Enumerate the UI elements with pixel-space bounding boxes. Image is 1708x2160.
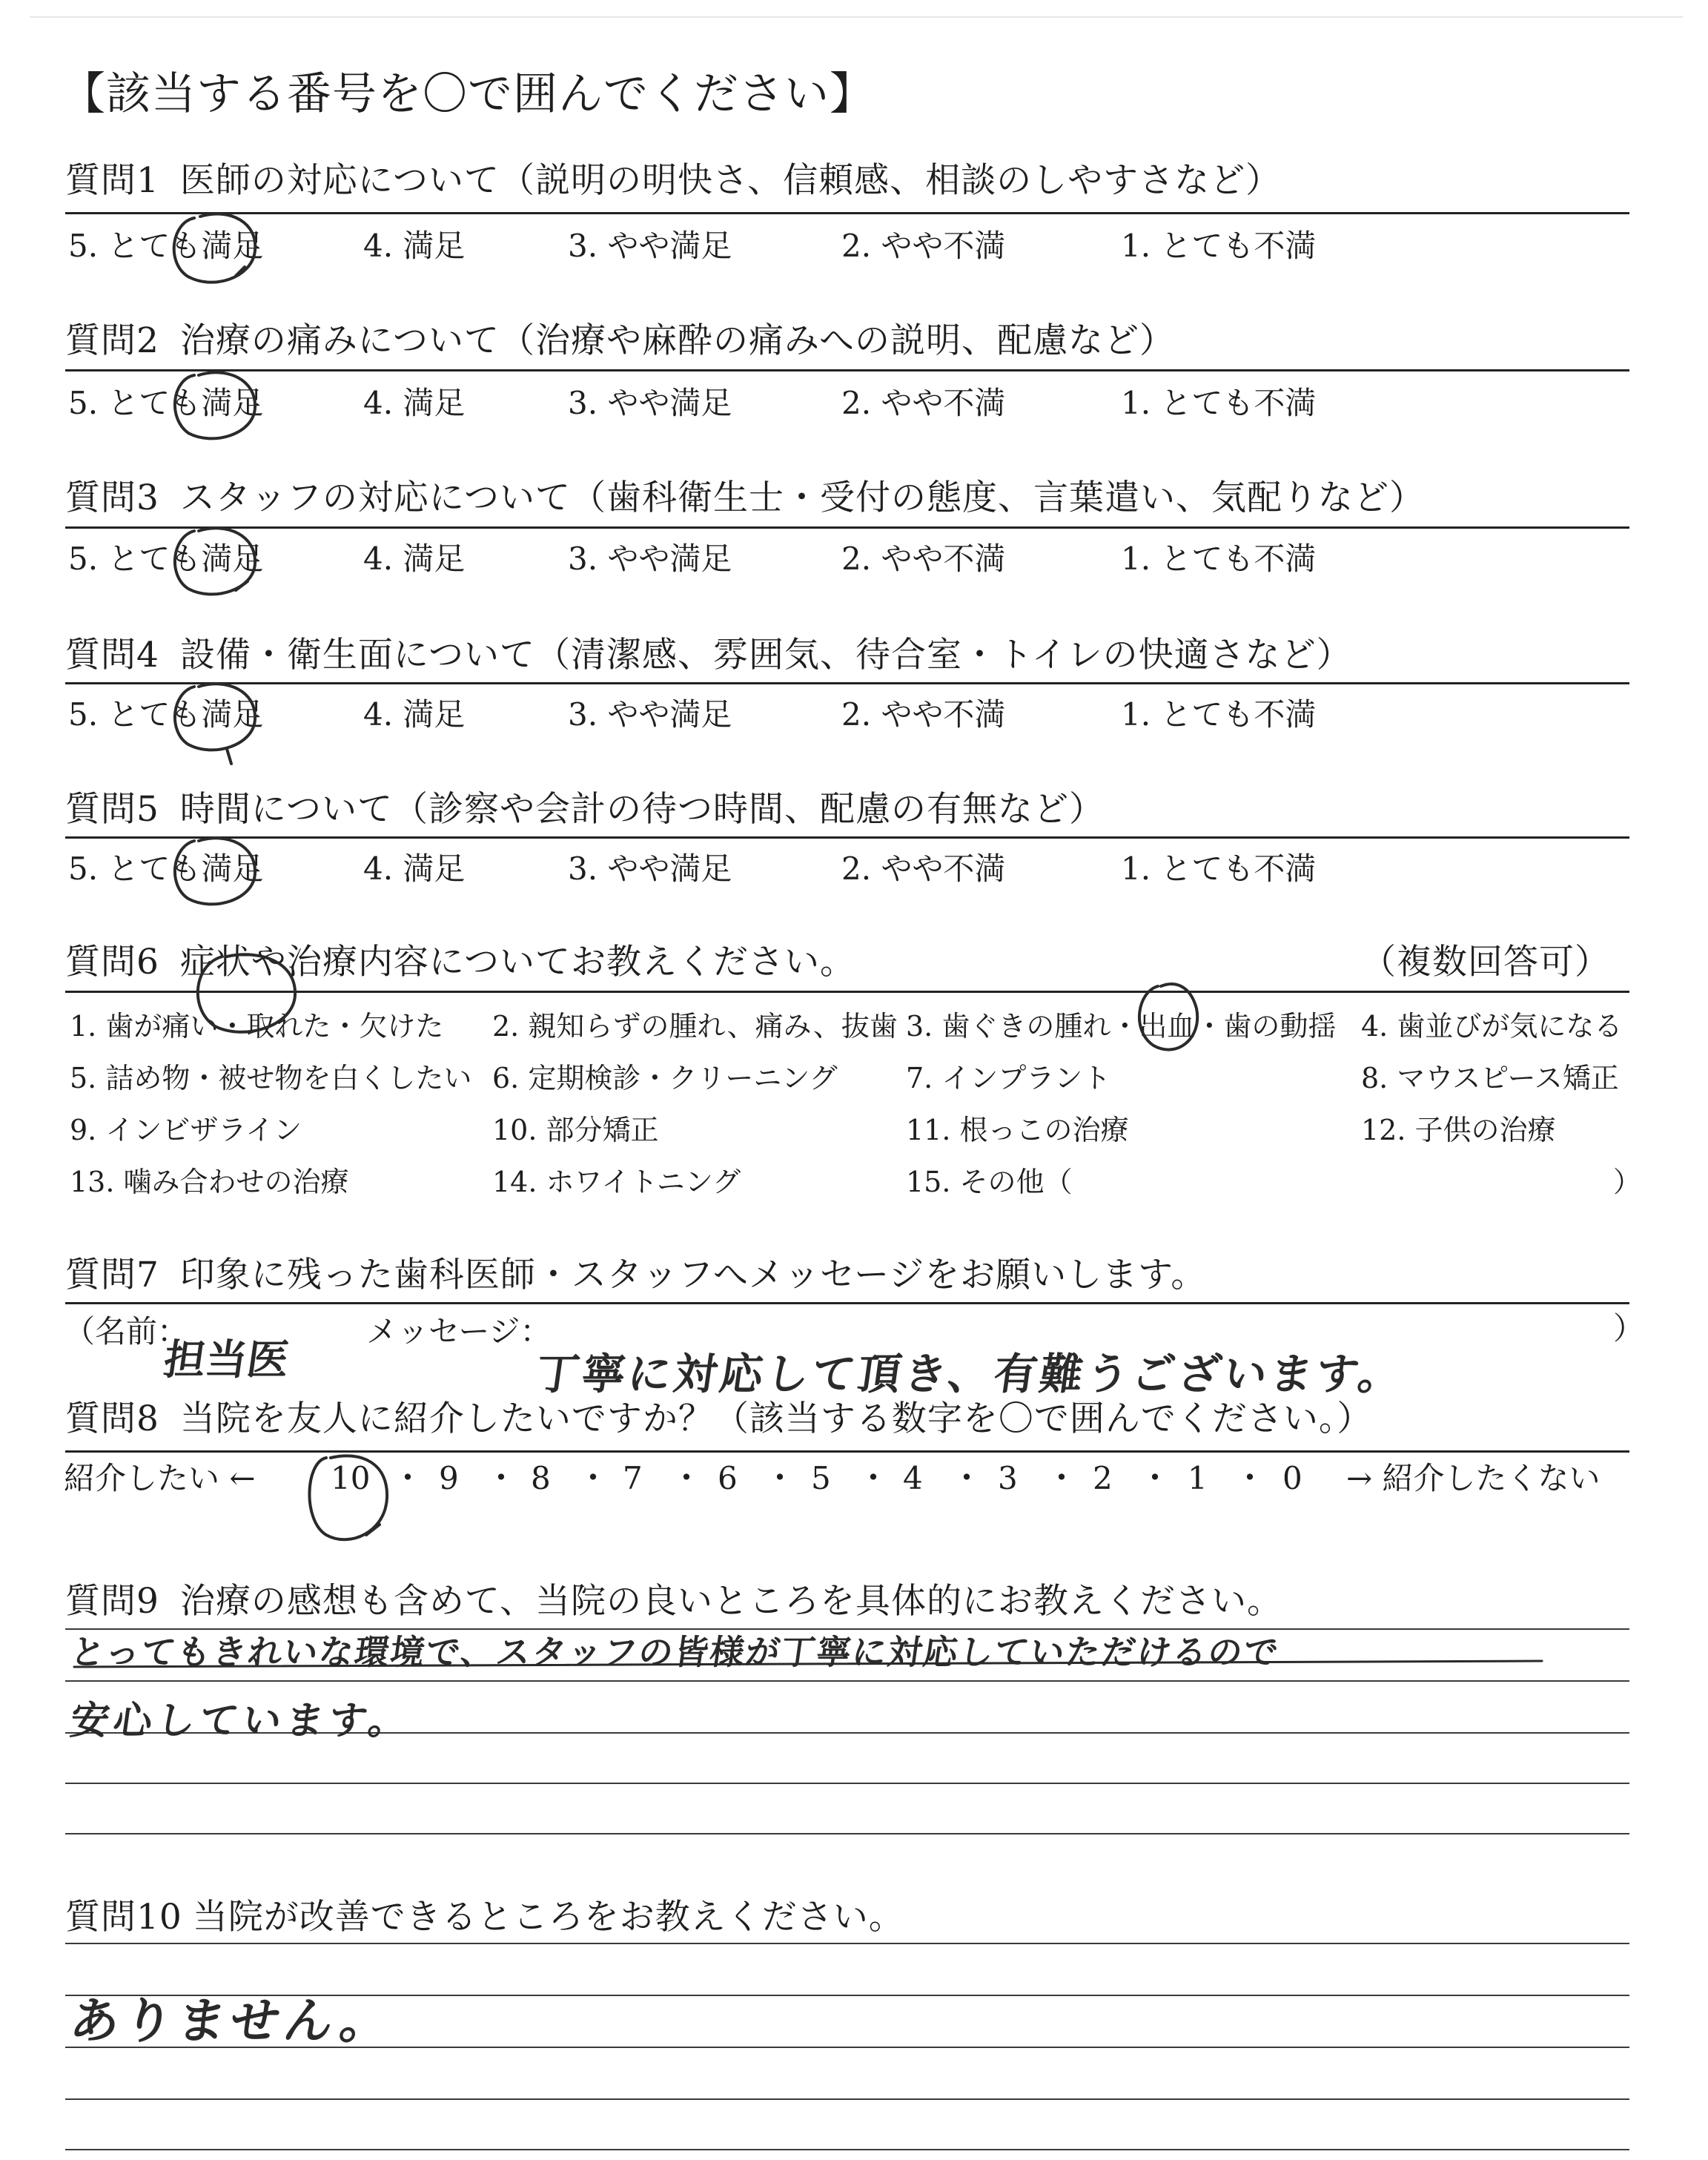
rating-option-4[interactable]: 4. 満足 [363, 851, 466, 887]
message-close-paren: ） [1613, 1310, 1645, 1347]
rating-option-1[interactable]: 1. とても不満 [1121, 385, 1317, 421]
question-text: 医師の対応について（説明の明快さ、信頼感、相談のしやすさなど） [179, 160, 1282, 201]
selection-circle-q2 [175, 372, 255, 438]
question-number: 質問4 [65, 635, 159, 676]
scale-dot: ・ [1139, 1459, 1171, 1497]
scale-number[interactable]: 1 [1188, 1460, 1208, 1496]
underline-q9-line1 [74, 1661, 1542, 1667]
scale-dot: ・ [577, 1459, 609, 1497]
scale-number[interactable]: 6 [718, 1460, 738, 1496]
scale-dot: ・ [391, 1459, 424, 1497]
selection-circle-q5 [175, 838, 255, 904]
scale-dot: ・ [764, 1459, 796, 1497]
multiple-answer-note: （複数回答可） [1361, 942, 1610, 982]
symptom-item[interactable]: 9. インビザライン [70, 1114, 302, 1146]
rating-option-1[interactable]: 1. とても不満 [1121, 851, 1317, 887]
rating-option-2[interactable]: 2. やや不満 [841, 851, 1006, 887]
question-text: 設備・衛生面について（清潔感、雰囲気、待合室・トイレの快適さなど） [179, 635, 1352, 676]
rating-option-2[interactable]: 2. やや不満 [841, 696, 1006, 733]
scale-dot: ・ [857, 1459, 890, 1497]
rating-option-2[interactable]: 2. やや不満 [841, 385, 1006, 421]
rating-option-5[interactable]: 5. とても満足 [68, 696, 264, 733]
symptom-item[interactable]: 11. 根っこの治療 [906, 1114, 1129, 1146]
symptom-item[interactable]: 14. ホワイトニング [492, 1166, 741, 1198]
question-text: スタッフの対応について（歯科衛生士・受付の態度、言葉遣い、気配りなど） [179, 478, 1425, 518]
scale-dot: ・ [485, 1459, 517, 1497]
symptom-item[interactable]: 8. マウスピース矯正 [1361, 1062, 1619, 1094]
message-label: メッセージ： [366, 1313, 552, 1350]
rating-option-5[interactable]: 5. とても満足 [68, 541, 264, 577]
handwritten-answer-line-2: 安心しています。 [67, 1699, 415, 1743]
scale-number[interactable]: 10 [331, 1460, 371, 1496]
scale-number[interactable]: 2 [1093, 1460, 1113, 1496]
scale-number[interactable]: 0 [1282, 1460, 1302, 1496]
selection-circle-q1 [174, 214, 256, 283]
scale-dot: ・ [950, 1459, 983, 1497]
scale-number[interactable]: 7 [623, 1460, 643, 1496]
rating-option-3[interactable]: 3. やや満足 [568, 696, 732, 733]
recommend-right-label: → 紹介したくない [1346, 1460, 1601, 1496]
scale-number[interactable]: 3 [998, 1460, 1018, 1496]
handwritten-answer-line-1: とってもきれいな環境で、スタッフの皆様が丁寧に対応していただけるので [67, 1632, 1282, 1672]
scale-dot: ・ [670, 1459, 703, 1497]
rating-option-3[interactable]: 3. やや満足 [568, 541, 732, 577]
rating-option-5[interactable]: 5. とても満足 [68, 851, 264, 887]
rating-option-5[interactable]: 5. とても満足 [68, 385, 264, 421]
question-number: 質問6 [65, 942, 159, 982]
question-text: 治療の感想も含めて、当院の良いところを具体的にお教えください。 [179, 1581, 1282, 1622]
selection-circle-q4 [175, 684, 255, 764]
symptom-item[interactable]: 1. 歯が痛い・取れた・欠けた [70, 1010, 444, 1043]
recommend-left-label: 紹介したい ← [64, 1460, 256, 1496]
question-number: 質問9 [65, 1581, 159, 1622]
rating-option-1[interactable]: 1. とても不満 [1121, 228, 1317, 264]
scale-dot: ・ [1045, 1459, 1078, 1497]
rating-option-4[interactable]: 4. 満足 [363, 385, 466, 421]
symptom-item[interactable]: 6. 定期検診・クリーニング [492, 1062, 838, 1094]
rating-option-3[interactable]: 3. やや満足 [568, 385, 732, 421]
rating-option-5[interactable]: 5. とても満足 [68, 228, 264, 264]
symptom-item[interactable]: 7. インプラント [906, 1062, 1111, 1094]
question-text: 当院を友人に紹介したいですか？（該当する数字を〇で囲んでください。） [179, 1398, 1373, 1439]
page-title: 【該当する番号を〇で囲んでください】 [61, 68, 875, 120]
handwritten-message: 丁寧に対応して頂き、有難うございます。 [532, 1349, 1409, 1399]
name-label: （名前： [64, 1313, 189, 1350]
question-text: 症状や治療内容についてお教えください。 [179, 942, 855, 982]
symptom-item[interactable]: 13. 噛み合わせの治療 [70, 1166, 349, 1198]
question-number: 質問8 [65, 1398, 159, 1439]
selection-circle-q8 [309, 1456, 387, 1539]
question-number: 質問1 [65, 160, 159, 201]
handwritten-answer: ありません。 [66, 1992, 398, 2050]
rating-option-1[interactable]: 1. とても不満 [1121, 541, 1317, 577]
question-text: 当院が改善できるところをお教えください。 [192, 1897, 904, 1938]
scale-number[interactable]: 4 [903, 1460, 923, 1496]
symptom-item[interactable]: 5. 詰め物・被せ物を白くしたい [70, 1062, 472, 1094]
selection-circle-q6-item-1 [198, 954, 295, 1031]
selection-circle-q3 [175, 528, 255, 594]
question-number: 質問10 [65, 1897, 182, 1938]
symptom-item[interactable]: 4. 歯並びが気になる [1361, 1010, 1623, 1043]
question-text: 印象に残った歯科医師・スタッフへメッセージをお願いします。 [179, 1255, 1207, 1295]
symptom-item[interactable]: 3. 歯ぐきの腫れ・出血・歯の動揺 [906, 1010, 1337, 1043]
rating-option-3[interactable]: 3. やや満足 [568, 228, 732, 264]
question-number: 質問5 [65, 789, 159, 830]
rating-option-2[interactable]: 2. やや不満 [841, 228, 1006, 264]
question-number: 質問3 [65, 478, 159, 518]
symptom-item[interactable]: 12. 子供の治療 [1361, 1114, 1556, 1146]
rating-option-4[interactable]: 4. 満足 [363, 228, 466, 264]
scale-number[interactable]: 9 [439, 1460, 459, 1496]
symptom-item[interactable]: 10. 部分矯正 [492, 1114, 659, 1146]
rating-option-1[interactable]: 1. とても不満 [1121, 696, 1317, 733]
scale-dot: ・ [1234, 1459, 1266, 1497]
question-text: 時間について（診察や会計の待つ時間、配慮の有無など） [179, 789, 1105, 830]
handwritten-name: 担当医 [160, 1336, 292, 1384]
symptom-item[interactable]: 2. 親知らずの腫れ、痛み、抜歯 [492, 1010, 898, 1043]
question-text: 治療の痛みについて（治療や麻酔の痛みへの説明、配慮など） [179, 320, 1176, 361]
selection-circle-q6-item-3 [1139, 984, 1197, 1049]
rating-option-3[interactable]: 3. やや満足 [568, 851, 732, 887]
scale-number[interactable]: 5 [811, 1460, 831, 1496]
rating-option-4[interactable]: 4. 満足 [363, 541, 466, 577]
question-number: 質問2 [65, 320, 159, 361]
other-close-paren: ） [1613, 1166, 1642, 1198]
symptom-item-other[interactable]: 15. その他（ [906, 1166, 1073, 1198]
rating-option-4[interactable]: 4. 満足 [363, 696, 466, 733]
scale-number[interactable]: 8 [531, 1460, 551, 1496]
rating-option-2[interactable]: 2. やや不満 [841, 541, 1006, 577]
question-number: 質問7 [65, 1255, 159, 1295]
